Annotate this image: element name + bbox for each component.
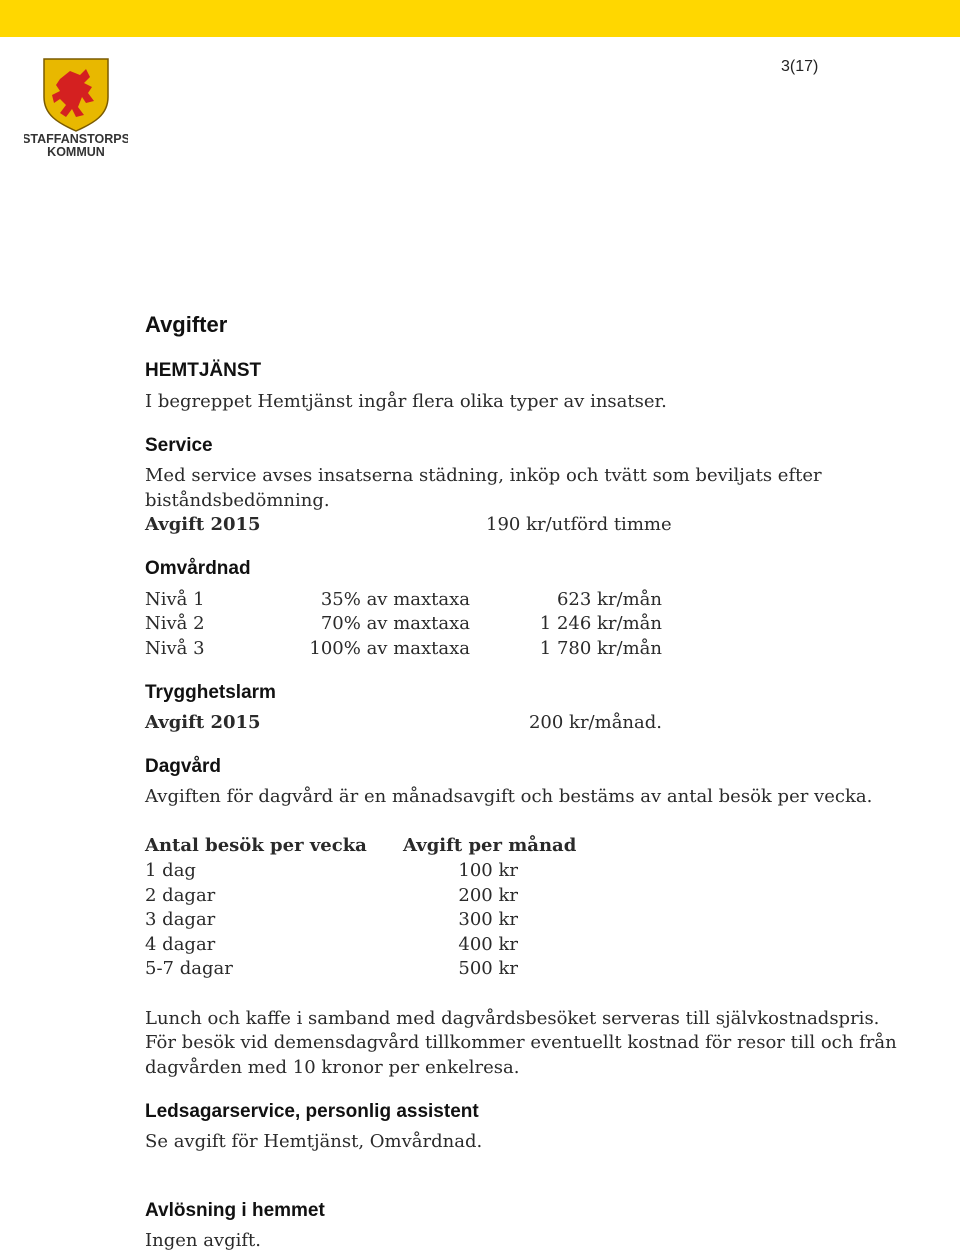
dagvard-column-visits: Antal besök per vecka <box>145 835 367 856</box>
dagvard-fee: 100 kr <box>458 860 518 881</box>
service-text-line2: biståndsbedömning. <box>145 490 330 511</box>
heading-hemtjanst: HEMTJÄNST <box>145 360 262 381</box>
service-fee-label: Avgift 2015 <box>145 514 261 535</box>
heading-omvardnad: Omvårdnad <box>145 558 251 579</box>
heading-trygghetslarm: Trygghetslarm <box>145 682 276 703</box>
hemtjanst-text: I begreppet Hemtjänst ingår flera olika typer av insatser. <box>145 391 667 412</box>
dagvard-note-line1: Lunch och kaffe i samband med dagvårdsbesöket serveras till självkostnadspris. <box>145 1008 880 1029</box>
logo-text-line2: KOMMUN <box>47 145 105 159</box>
heading-avlosning: Avlösning i hemmet <box>145 1200 325 1221</box>
omvardnad-level: Nivå 1 <box>145 589 205 610</box>
heading-ledsagarservice: Ledsagarservice, personlig assistent <box>145 1101 479 1122</box>
dagvard-note-line2: För besök vid demensdagvård tillkommer eventuellt kostnad för resor till och från <box>145 1032 897 1053</box>
dagvard-fee: 200 kr <box>458 885 518 906</box>
dagvard-visits: 5-7 dagar <box>145 958 233 979</box>
dagvard-fee: 300 kr <box>458 909 518 930</box>
heading-dagvard: Dagvård <box>145 756 222 777</box>
omvardnad-amount: 623 kr/mån <box>556 589 662 610</box>
trygghetslarm-fee-value: 200 kr/månad. <box>528 712 662 733</box>
service-text-line1: Med service avses insatserna städning, inköp och tvätt som beviljats efter <box>145 465 822 486</box>
dagvard-note-line3: dagvården med 10 kronor per enkelresa. <box>145 1057 520 1078</box>
omvardnad-share: 70% av maxtaxa <box>320 613 470 634</box>
ledsagarservice-text: Se avgift för Hemtjänst, Omvårdnad. <box>145 1131 483 1152</box>
omvardnad-share: 100% av maxtaxa <box>309 638 470 659</box>
dagvard-fee: 400 kr <box>458 934 518 955</box>
page-number: 3(17) <box>781 58 819 75</box>
dagvard-visits: 3 dagar <box>145 909 216 930</box>
omvardnad-level: Nivå 2 <box>145 613 205 634</box>
coat-of-arms-icon <box>24 57 128 161</box>
omvardnad-share: 35% av maxtaxa <box>320 589 470 610</box>
trygghetslarm-fee-label: Avgift 2015 <box>145 712 261 733</box>
header-bar <box>0 0 960 37</box>
dagvard-intro: Avgiften för dagvård är en månadsavgift och bestäms av antal besök per vecka. <box>145 786 873 807</box>
omvardnad-amount: 1 780 kr/mån <box>539 638 662 659</box>
dagvard-fee: 500 kr <box>458 958 518 979</box>
heading-service: Service <box>145 435 213 456</box>
dagvard-visits: 1 dag <box>145 860 196 881</box>
logo-text-line1: STAFFANSTORPS <box>24 132 128 146</box>
service-fee-value: 190 kr/utförd timme <box>486 514 672 535</box>
omvardnad-amount: 1 246 kr/mån <box>539 613 662 634</box>
dagvard-visits: 2 dagar <box>145 885 216 906</box>
dagvard-column-fee: Avgift per månad <box>403 835 577 856</box>
municipality-logo <box>24 57 128 161</box>
avlosning-text: Ingen avgift. <box>145 1230 261 1251</box>
dagvard-visits: 4 dagar <box>145 934 216 955</box>
omvardnad-level: Nivå 3 <box>145 638 205 659</box>
page-title: Avgifter <box>145 312 228 337</box>
